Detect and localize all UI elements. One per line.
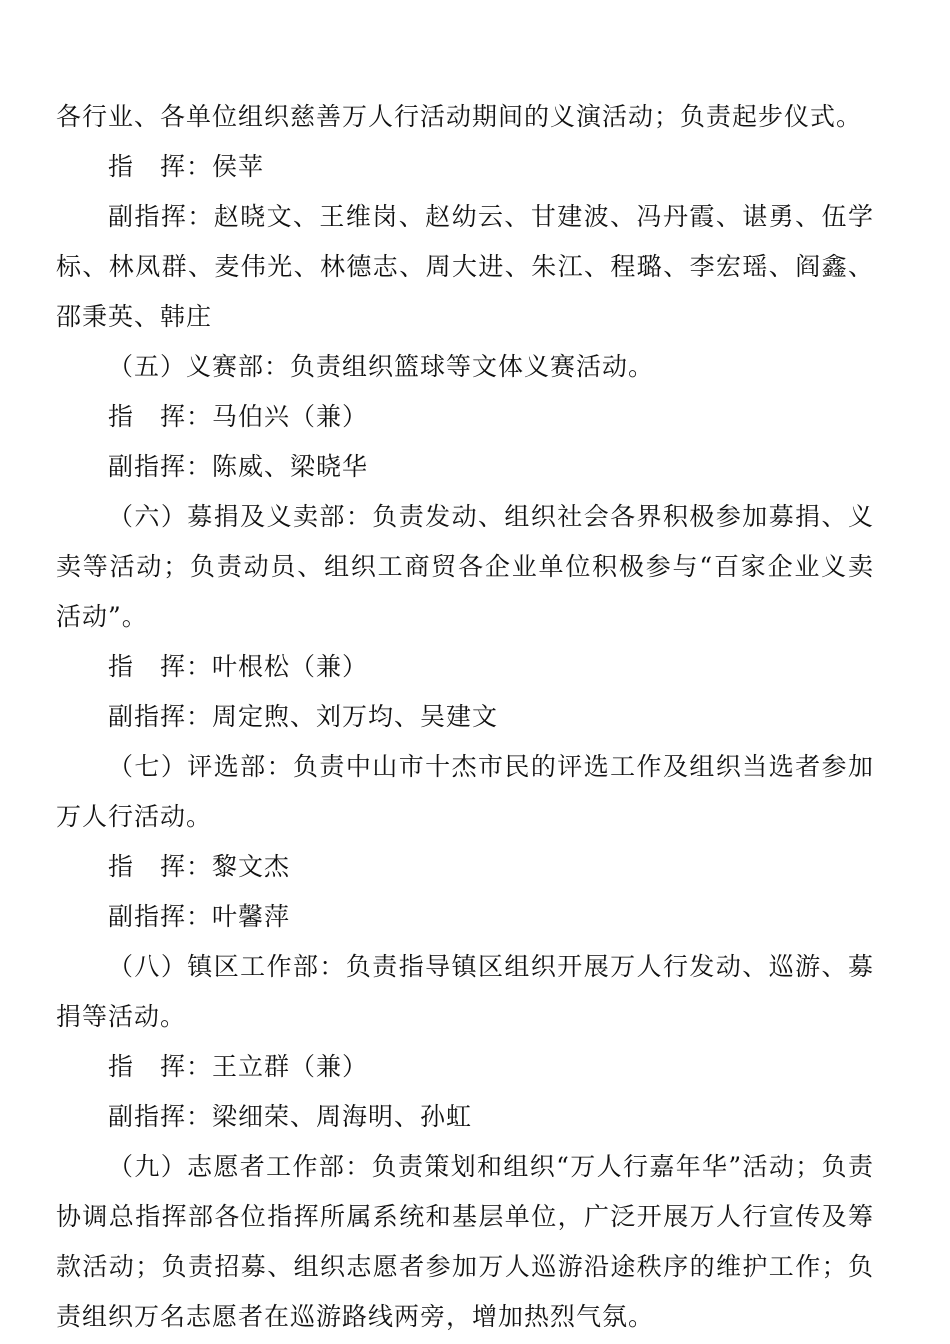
commander-line: 指 挥：黎文杰 xyxy=(108,852,291,881)
deputy-commander-line: 副指挥：周定煦、刘万均、吴建文 xyxy=(108,702,499,731)
section-heading-5: （五）义赛部：负责组织篮球等文体义赛活动。 xyxy=(108,352,655,381)
deputy-commander-line: 副指挥：赵晓文、王维岗、赵幼云、甘建波、冯丹霞、谌勇、伍学标、林凤群、麦伟光、林德志、周大进、朱江、程璐、李宏瑶、阎鑫、邵秉英、韩庄 xyxy=(56,202,874,331)
commander-line: 指 挥：马伯兴（兼） xyxy=(108,402,369,431)
document-body xyxy=(56,92,874,1342)
commander-line: 指 挥：叶根松（兼） xyxy=(108,652,369,681)
commander-line: 指 挥：侯苹 xyxy=(108,152,265,181)
section-heading-8: （八）镇区工作部：负责指导镇区组织开展万人行发动、巡游、募捐等活动。 xyxy=(56,952,874,1031)
section-heading-7: （七）评选部：负责中山市十杰市民的评选工作及组织当选者参加万人行活动。 xyxy=(56,752,874,831)
section-heading-6: （六）募捐及义卖部：负责发动、组织社会各界积极参加募捐、义卖等活动；负责动员、组织工商贸各企业单位积极参与“百家企业义卖活动”。 xyxy=(56,502,874,631)
section-heading-9: （九）志愿者工作部：负责策划和组织“万人行嘉年华”活动；负责协调总指挥部各位指挥所属系统和基层单位，广泛开展万人行宣传及筹款活动；负责招募、组织志愿者参加万人巡游沿途秩序的维护工作；负责组织万名志愿者在巡游路线两旁，增加热烈气氛。 xyxy=(56,1152,874,1331)
paragraph-continued: 各行业、各单位组织慈善万人行活动期间的义演活动；负责起步仪式。 xyxy=(56,102,863,131)
commander-line: 指 挥：王立群（兼） xyxy=(108,1052,369,1081)
deputy-commander-line: 副指挥：陈威、梁晓华 xyxy=(108,452,369,481)
deputy-commander-line: 副指挥：梁细荣、周海明、孙虹 xyxy=(108,1102,473,1131)
deputy-commander-line: 副指挥：叶馨萍 xyxy=(108,902,291,931)
